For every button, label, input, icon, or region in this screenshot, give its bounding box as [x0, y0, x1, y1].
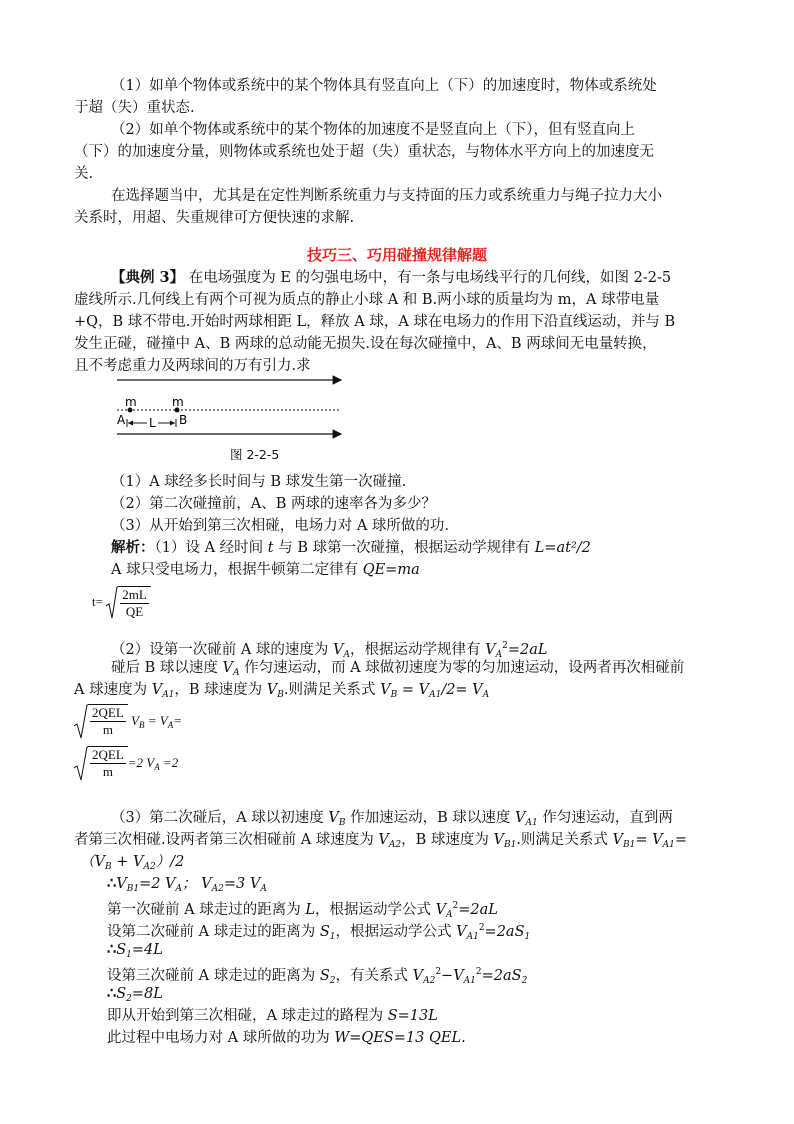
- sol3-line1: （3）第二次碰后，A 球以初速度 $V_B$ 作加速运动，B 球以速度 $V_{A1}$ 作匀速运动，直到两: [111, 810, 673, 828]
- d3-eq2: =2aS: [481, 968, 522, 984]
- sol3-text5: ，B 球速度为: [401, 832, 494, 848]
- d3-text: 设第三次碰前 A 球走过的距离为: [107, 968, 320, 984]
- sol2b-text2: 作匀速运动，而 A 球做初速度为零的匀加速运动，设两者再次相碰前: [239, 660, 685, 676]
- sol2-v: V: [333, 642, 344, 658]
- example-label: 【典例 3】: [111, 269, 185, 286]
- distance-line-1: 第一次碰前 A 球走过的距离为 L，根据运动学公式 $V_A^2=2aL$: [107, 901, 498, 920]
- formula-va1-tail2: =2: [159, 754, 179, 770]
- para1-line1: （1）如单个物体或系统中的某个物体具有竖直向上（下）的加速度时，物体或系统处: [111, 78, 657, 94]
- formula-t-lhs: t=: [92, 593, 103, 609]
- final-line-1: [107, 1006, 438, 1026]
- final-line-2: [107, 1028, 466, 1048]
- sol2c-eq2: /2= V: [441, 682, 483, 698]
- example-line4: 发生正碰，碰撞中 A、B 两球的总动能无损失.设在每次碰撞中，A、B 两球间无电量转换，: [74, 336, 657, 352]
- sol2-vsub: A: [343, 650, 351, 660]
- mass-b-label: m: [172, 395, 184, 409]
- solution-label: 解析：: [111, 539, 155, 556]
- result-line-3: $\therefore S_2=8L$: [107, 985, 163, 1004]
- sol1-eq: L=at²/2: [534, 540, 591, 556]
- d3-text2: ，有关系式: [335, 968, 413, 984]
- sol1b-eq: QE=ma: [362, 562, 420, 578]
- question-3: （3）从开始到第三次相碰，电场力对 A 球所做的功.: [111, 518, 450, 534]
- result-1a: =2 V: [139, 876, 176, 892]
- final-1-eq: S=13L: [387, 1008, 438, 1024]
- formula-va1-tail1: =2 V: [127, 754, 155, 770]
- sol2b-text: 碰后 B 球以速度: [111, 660, 223, 676]
- formula-va1-num: 2QEL: [92, 747, 124, 762]
- para2-line2: （下）的加速度分量，则物体或系统也处于超（失）重状态，与物体水平方向上的加速度无: [74, 144, 654, 160]
- mass-a-label: m: [125, 395, 137, 409]
- d2-text: 设第二次碰前 A 球走过的距离为: [107, 924, 320, 940]
- d2-s: S: [319, 924, 330, 940]
- distance-line-3: 设第三次碰前 A 球走过的距离为 $S_2$，有关系式 $V_{A2}^2-V_{A1}^2=2aS_2$: [107, 967, 528, 986]
- figure-caption: 图 2-2-5: [230, 447, 280, 462]
- sol3-text: （3）第二次碰后，A 球以初速度: [111, 810, 329, 826]
- formula-vb-tail3: =: [173, 712, 182, 728]
- sol1b-text: A 球只受电场力，根据牛顿第二定律有: [111, 562, 363, 578]
- question-2: （2）第二次碰撞前，A、B 两球的速率各为多少？: [111, 496, 436, 512]
- sqrt-symbol: [106, 586, 151, 620]
- result-line-1: $\therefore V_{B1}=2$ $V_A$； $V_{A2}=3$ $V_A$: [107, 875, 267, 894]
- sol2-line3: A 球速度为 $V_{A1}$，B 球速度为 $V_B$.则满足关系式 $V_B = V_{A1}/2= V_A$: [74, 682, 490, 700]
- formula-vb-den: m: [102, 722, 113, 737]
- result-line-2: $\therefore S_1=4L$: [107, 941, 163, 960]
- sol2-eq-sup: 2: [502, 641, 508, 651]
- sol3-text2: 作加速运动，B 球以速度: [345, 810, 516, 826]
- sol3-c2: + V: [111, 854, 144, 870]
- result-2: =4L: [131, 942, 163, 958]
- para2-line3: 关.: [74, 166, 94, 182]
- example-line5: 且不考虑重力及两球间的万有引力.求: [74, 358, 311, 374]
- result-1b: ； V: [182, 876, 212, 892]
- sol2-eq-sub: A: [495, 650, 503, 660]
- sol2c-text2: ，B 球速度为: [174, 682, 267, 698]
- sol3-text4: 者第三次相碰.设两者第三次相碰前 A 球速度为: [74, 832, 379, 848]
- formula-va1: $\frac{\text{2QEL}}{m}$ =2 $V_A =2$: [74, 746, 178, 782]
- sol2-line2: 碰后 B 球以速度 $V_A$ 作匀速运动，而 A 球做初速度为零的匀加速运动，设两者再次相碰前: [111, 660, 685, 678]
- para3-line1: 在选择题当中，尤其是在定性判断系统重力与支持面的压力或系统重力与绳子拉力大小: [111, 188, 662, 204]
- example-line1: [111, 268, 671, 288]
- sol3-text6: .则满足关系式: [516, 832, 613, 848]
- example-text-1: 在电场强度为 E 的匀强电场中，有一条与电场线平行的几何线，如图 2-2-5: [184, 270, 672, 286]
- sol2c-eq: = V: [397, 682, 430, 698]
- sol1-text2: 与 B 球第一次碰撞，根据运动学规律有: [273, 540, 535, 556]
- sol3-text7: =: [635, 832, 648, 848]
- example-line2: 虚线所示.几何线上有两个可视为质点的静止小球 A 和 B.两小球的质量均为 m，A 球带电量: [74, 292, 660, 308]
- formula-t: [92, 586, 151, 620]
- figure-field-diagram: [115, 368, 355, 440]
- d1-text: 第一次碰前 A 球走过的距离为: [107, 902, 306, 918]
- sol3-c1: （V: [80, 854, 105, 870]
- sol2c-text3: .则满足关系式: [283, 682, 381, 698]
- sol2c-text: A 球速度为: [74, 682, 152, 698]
- d2-eq: =2aS: [484, 924, 525, 940]
- final-2-text: 此过程中电场力对 A 球所做的功为: [107, 1030, 335, 1046]
- para3-line2: 关系时，用超、失重规律可方便快速的求解.: [74, 210, 355, 226]
- d3-eq: −V: [441, 968, 464, 984]
- ball-a-label: A: [117, 413, 126, 427]
- sol1-t: t: [267, 540, 274, 556]
- sol1-text: （1）设 A 经时间: [154, 540, 268, 556]
- formula-vb: $\frac{\text{2QEL}}{m}$ $V_B = V_A=$: [74, 704, 182, 740]
- sol2-eq-rest: =2aL: [507, 642, 548, 658]
- d1-eq: =2aL: [458, 902, 498, 918]
- result-3: =8L: [131, 986, 163, 1002]
- sol3-line3: $(V_B + V_{A2})/2$: [80, 854, 185, 872]
- formula-vb-num: 2QEL: [92, 705, 124, 720]
- sol3-text3: 作匀速运动，直到两: [537, 810, 673, 826]
- formula-vb-tail2: = V: [144, 712, 168, 728]
- ball-b-label: B: [179, 413, 188, 427]
- sol3-c3: ）/2: [155, 854, 185, 870]
- final-1-text: 即从开始到第三次相碰，A 球走过的路程为: [107, 1008, 388, 1024]
- distance-label: L: [149, 416, 156, 430]
- d2-text2: ，根据运动学公式: [335, 924, 457, 940]
- therefore-symbol: ∴: [107, 875, 117, 892]
- formula-t-den: QE: [125, 604, 144, 619]
- para1-line2: 于超（失）重状态.: [74, 100, 195, 116]
- sol2-text2: ，根据运动学规律有: [350, 642, 486, 658]
- question-1: （1）A 球经多长时间与 B 球发生第一次碰撞.: [111, 474, 407, 490]
- final-2-eq: W=QES=13 QEL.: [334, 1030, 466, 1046]
- example-line3: +Q，B 球不带电.开始时两球相距 L，释放 A 球，A 球在电场力的作用下沿直线运动，并与 B: [74, 314, 676, 330]
- sol3-line2: 者第三次相碰.设两者第三次相碰前 A 球速度为 $V_{A2}$，B 球速度为 $V_{B1}$.则满足关系式 $V_{B1}= V_{A1}=$: [74, 832, 688, 850]
- solution-line2: [111, 560, 420, 580]
- formula-t-num: 2mL: [122, 587, 147, 602]
- sol2-text: （2）设第一次碰前 A 球的速度为: [111, 642, 334, 658]
- solution-line1: [111, 538, 591, 558]
- d1-l: L: [305, 902, 315, 918]
- d1-text2: ，根据运动学公式: [314, 902, 436, 918]
- formula-va1-den: m: [102, 764, 113, 779]
- formula-vb-tail1: V: [127, 712, 139, 728]
- sol2-eq-v: V: [485, 642, 496, 658]
- distance-line-2: 设第二次碰前 A 球走过的距离为 $S_1$，根据运动学公式 $V_{A1}^2=2aS_1$: [107, 923, 531, 942]
- result-1c: =3 V: [223, 876, 261, 892]
- section-heading: 技巧三、巧用碰撞规律解题: [306, 246, 487, 264]
- para2-line1: （2）如单个物体或系统中的某个物体的加速度不是竖直向上（下），但有竖直向上: [111, 122, 635, 138]
- result-2s: S: [116, 942, 127, 958]
